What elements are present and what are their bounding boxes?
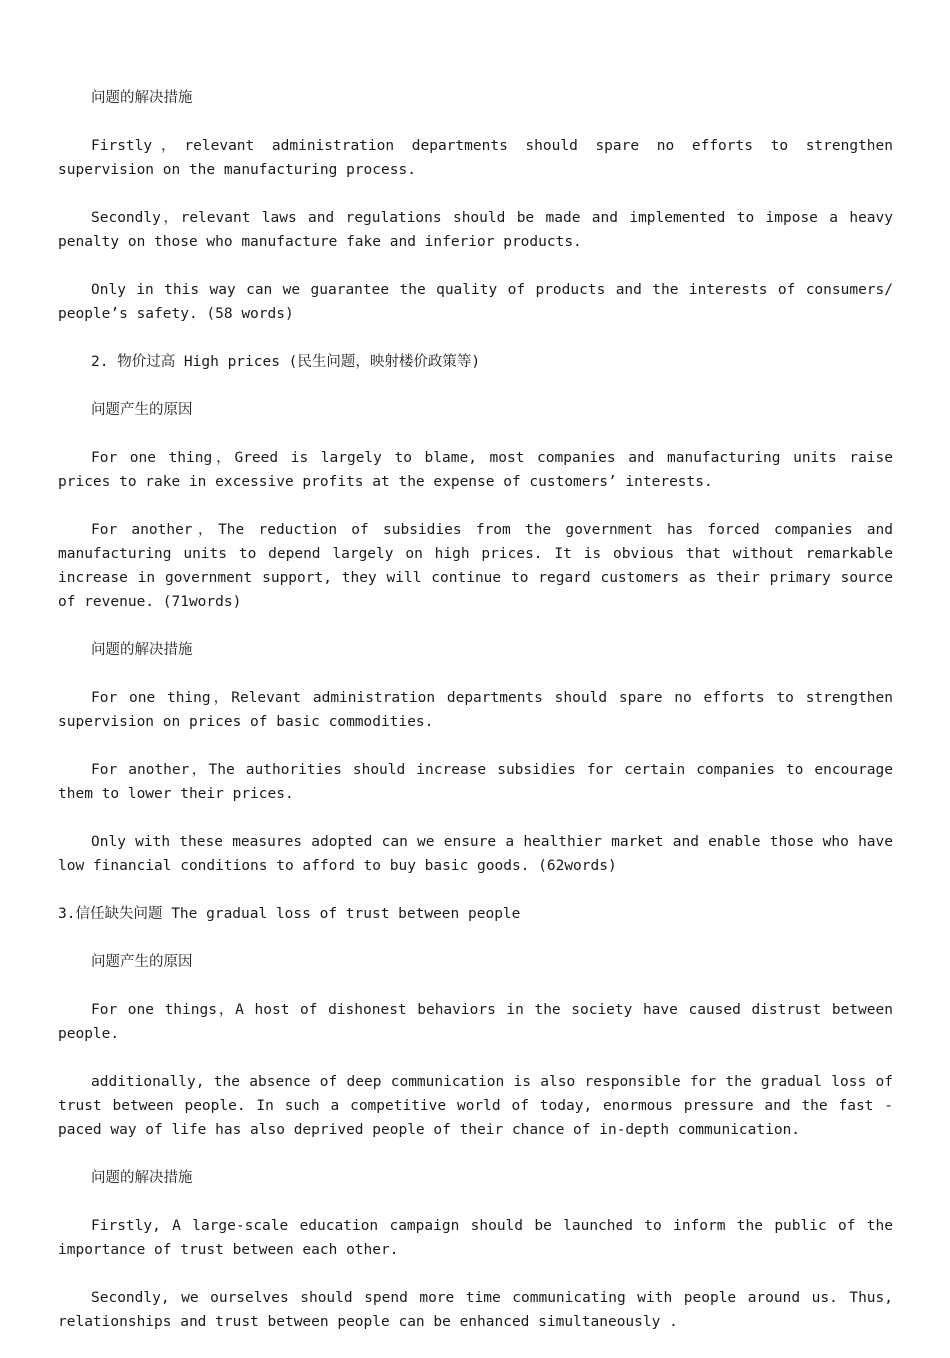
topic-heading: 3.信任缺失问题 The gradual loss of trust between people bbox=[58, 906, 521, 922]
section-heading: 问题产生的原因 bbox=[91, 954, 193, 970]
section-heading: 问题的解决措施 bbox=[91, 642, 193, 658]
paragraph: additionally, the absence of deep communication is also responsible for the gradual loss of trust between people. In such a competitive world of today, enormous pressure and the fast -paced way of life has also deprived people of their chance of in-depth communication. bbox=[58, 1074, 893, 1138]
section-heading: 问题产生的原因 bbox=[91, 402, 193, 418]
paragraph: Only with these measures adopted can we ensure a healthier market and enable those who have low financial conditions to afford to buy basic goods. (62words) bbox=[58, 834, 893, 874]
paragraph: Only in this way can we guarantee the quality of products and the interests of consumers/ people’s safety. (58 words) bbox=[58, 282, 893, 322]
section-heading: 问题的解决措施 bbox=[91, 90, 193, 106]
paragraph: For one thing，Relevant administration departments should spare no efforts to strengthen supervision on prices of basic commodities. bbox=[58, 690, 893, 730]
paragraph: For one thing，Greed is largely to blame, most companies and manufacturing units raise prices to rake in excessive profits at the expense of customers’ interests. bbox=[58, 450, 893, 490]
paragraph: For one things，A host of dishonest behaviors in the society have caused distrust between people. bbox=[58, 1002, 893, 1042]
paragraph: For another，The authorities should increase subsidies for certain companies to encourage them to lower their prices. bbox=[58, 762, 893, 802]
document-page bbox=[58, 86, 893, 1358]
paragraph: Firstly，relevant administration departments should spare no efforts to strengthen supervision on the manufacturing process. bbox=[58, 138, 893, 178]
paragraph: Secondly，relevant laws and regulations should be made and implemented to impose a heavy penalty on those who manufacture fake and inferior products. bbox=[58, 210, 893, 250]
topic-heading: 2. 物价过高 High prices (民生问题，映射楼价政策等) bbox=[91, 354, 481, 370]
paragraph: Firstly, A large-scale education campaign should be launched to inform the public of the importance of trust between each other. bbox=[58, 1218, 893, 1258]
paragraph: For another，The reduction of subsidies from the government has forced companies and manufacturing units to depend largely on high prices. It is obvious that without remarkable increase in government support, they will continue to regard customers as their primary source of revenue. (71words) bbox=[58, 522, 893, 610]
section-heading: 问题的解决措施 bbox=[91, 1170, 193, 1186]
paragraph: Secondly, we ourselves should spend more time communicating with people around us. Thus, relationships and trust between people can be enhanced simultaneously . bbox=[58, 1290, 893, 1330]
